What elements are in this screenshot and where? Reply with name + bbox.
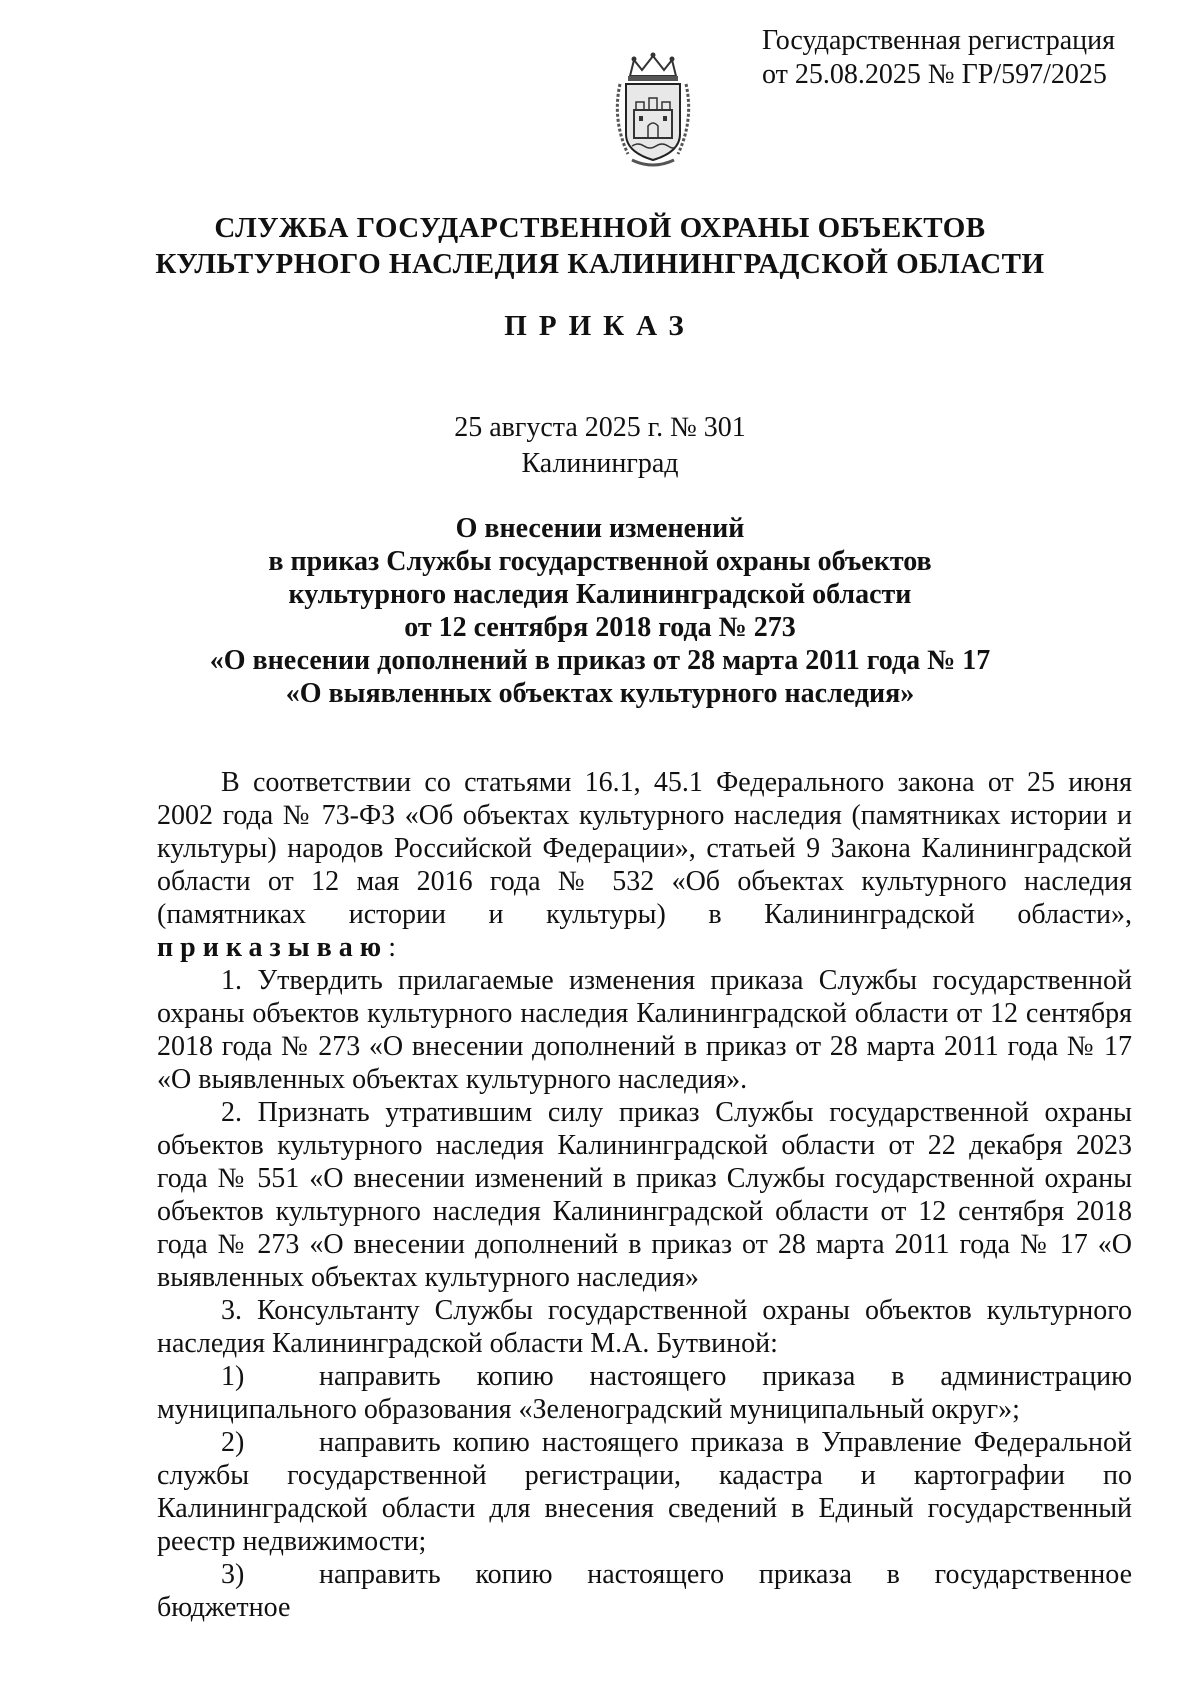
order-title	[0, 512, 1200, 710]
order-body	[157, 766, 1132, 1624]
registration-line-2: от 25.08.2025 № ГР/597/2025	[762, 59, 1107, 90]
title-line-5: «О внесении дополнений в приказ от 28 марта 2011 года № 17	[209, 645, 991, 676]
subitem-3-number: 3)	[221, 1559, 245, 1590]
subitem-2-number: 2)	[221, 1427, 245, 1458]
authority-name	[0, 210, 1200, 282]
title-line-2: в приказ Службы государственной охраны объектов	[268, 546, 932, 577]
subitem-2-text: направить копию настоящего приказа в Управление Федеральной службы государственной регистрации, кадастра и картографии по Калининградской области для внесения сведений в Единый государственный реестр недвижимости;	[157, 1427, 1132, 1557]
item-3: 3. Консультанту Службы государственной охраны объектов культурного наследия Калининградской области М.А. Бутвиной:	[157, 1295, 1132, 1359]
order-city: Калининград	[521, 448, 679, 479]
subitem-3	[157, 1558, 1132, 1624]
preamble-text: В соответствии со статьями 16.1, 45.1 Федерального закона от 25 июня 2002 года № 73-ФЗ «Об объектах культурного наследия (памятниках истории и культуры) народов Российской Федерации», статьей 9 Закона Калининградской области от 12 мая 2016 года № 532 «Об объектах культурного наследия (памятниках истории и культуры) в Калининградской области»,	[157, 767, 1132, 930]
authority-line-2: КУЛЬТУРНОГО НАСЛЕДИЯ КАЛИНИНГРАДСКОЙ ОБЛАСТИ	[155, 248, 1045, 280]
order-word: приказываю	[157, 932, 389, 963]
item-1: 1. Утвердить прилагаемые изменения приказа Службы государственной охраны объектов культурного наследия Калининградской области от 12 сентября 2018 года № 273 «О внесении дополнений в приказ от 28 марта 2011 года № 17 «О выявленных объектах культурного наследия».	[157, 965, 1132, 1095]
title-line-4: от 12 сентября 2018 года № 273	[404, 612, 796, 643]
title-line-6: «О выявленных объектах культурного наследия»	[285, 678, 915, 709]
title-line-1: О внесении изменений	[455, 513, 745, 544]
subitem-3-text: направить копию настоящего приказа в государственное бюджетное	[157, 1559, 1132, 1623]
authority-line-1: СЛУЖБА ГОСУДАРСТВЕННОЙ ОХРАНЫ ОБЪЕКТОВ	[214, 212, 986, 244]
subitem-1-text: направить копию настоящего приказа в администрацию муниципального образования «Зеленоградский муниципальный округ»;	[157, 1361, 1132, 1425]
subitem-2	[157, 1426, 1132, 1558]
registration-stamp	[762, 24, 1182, 92]
item-2: 2. Признать утратившим силу приказ Службы государственной охраны объектов культурного наследия Калининградской области от 22 декабря 2023 года № 551 «О внесении изменений в приказ Службы государственной охраны объектов культурного наследия Калининградской области от 12 сентября 2018 года № 273 «О внесении дополнений в приказ от 28 марта 2011 года № 17 «О выявленных объектах культурного наследия»	[157, 1097, 1132, 1293]
subitem-1-number: 1)	[221, 1361, 245, 1392]
title-line-3: культурного наследия Калининградской области	[288, 579, 912, 610]
document-type: ПРИКАЗ	[504, 310, 696, 342]
registration-line-1: Государственная регистрация	[762, 25, 1115, 56]
order-colon: :	[388, 932, 396, 963]
date-and-place	[0, 410, 1200, 482]
subitem-1	[157, 1360, 1132, 1426]
kaliningrad-coat-of-arms-icon	[612, 50, 694, 170]
order-date-number: 25 августа 2025 г. № 301	[454, 412, 746, 443]
preamble-paragraph	[157, 766, 1132, 964]
